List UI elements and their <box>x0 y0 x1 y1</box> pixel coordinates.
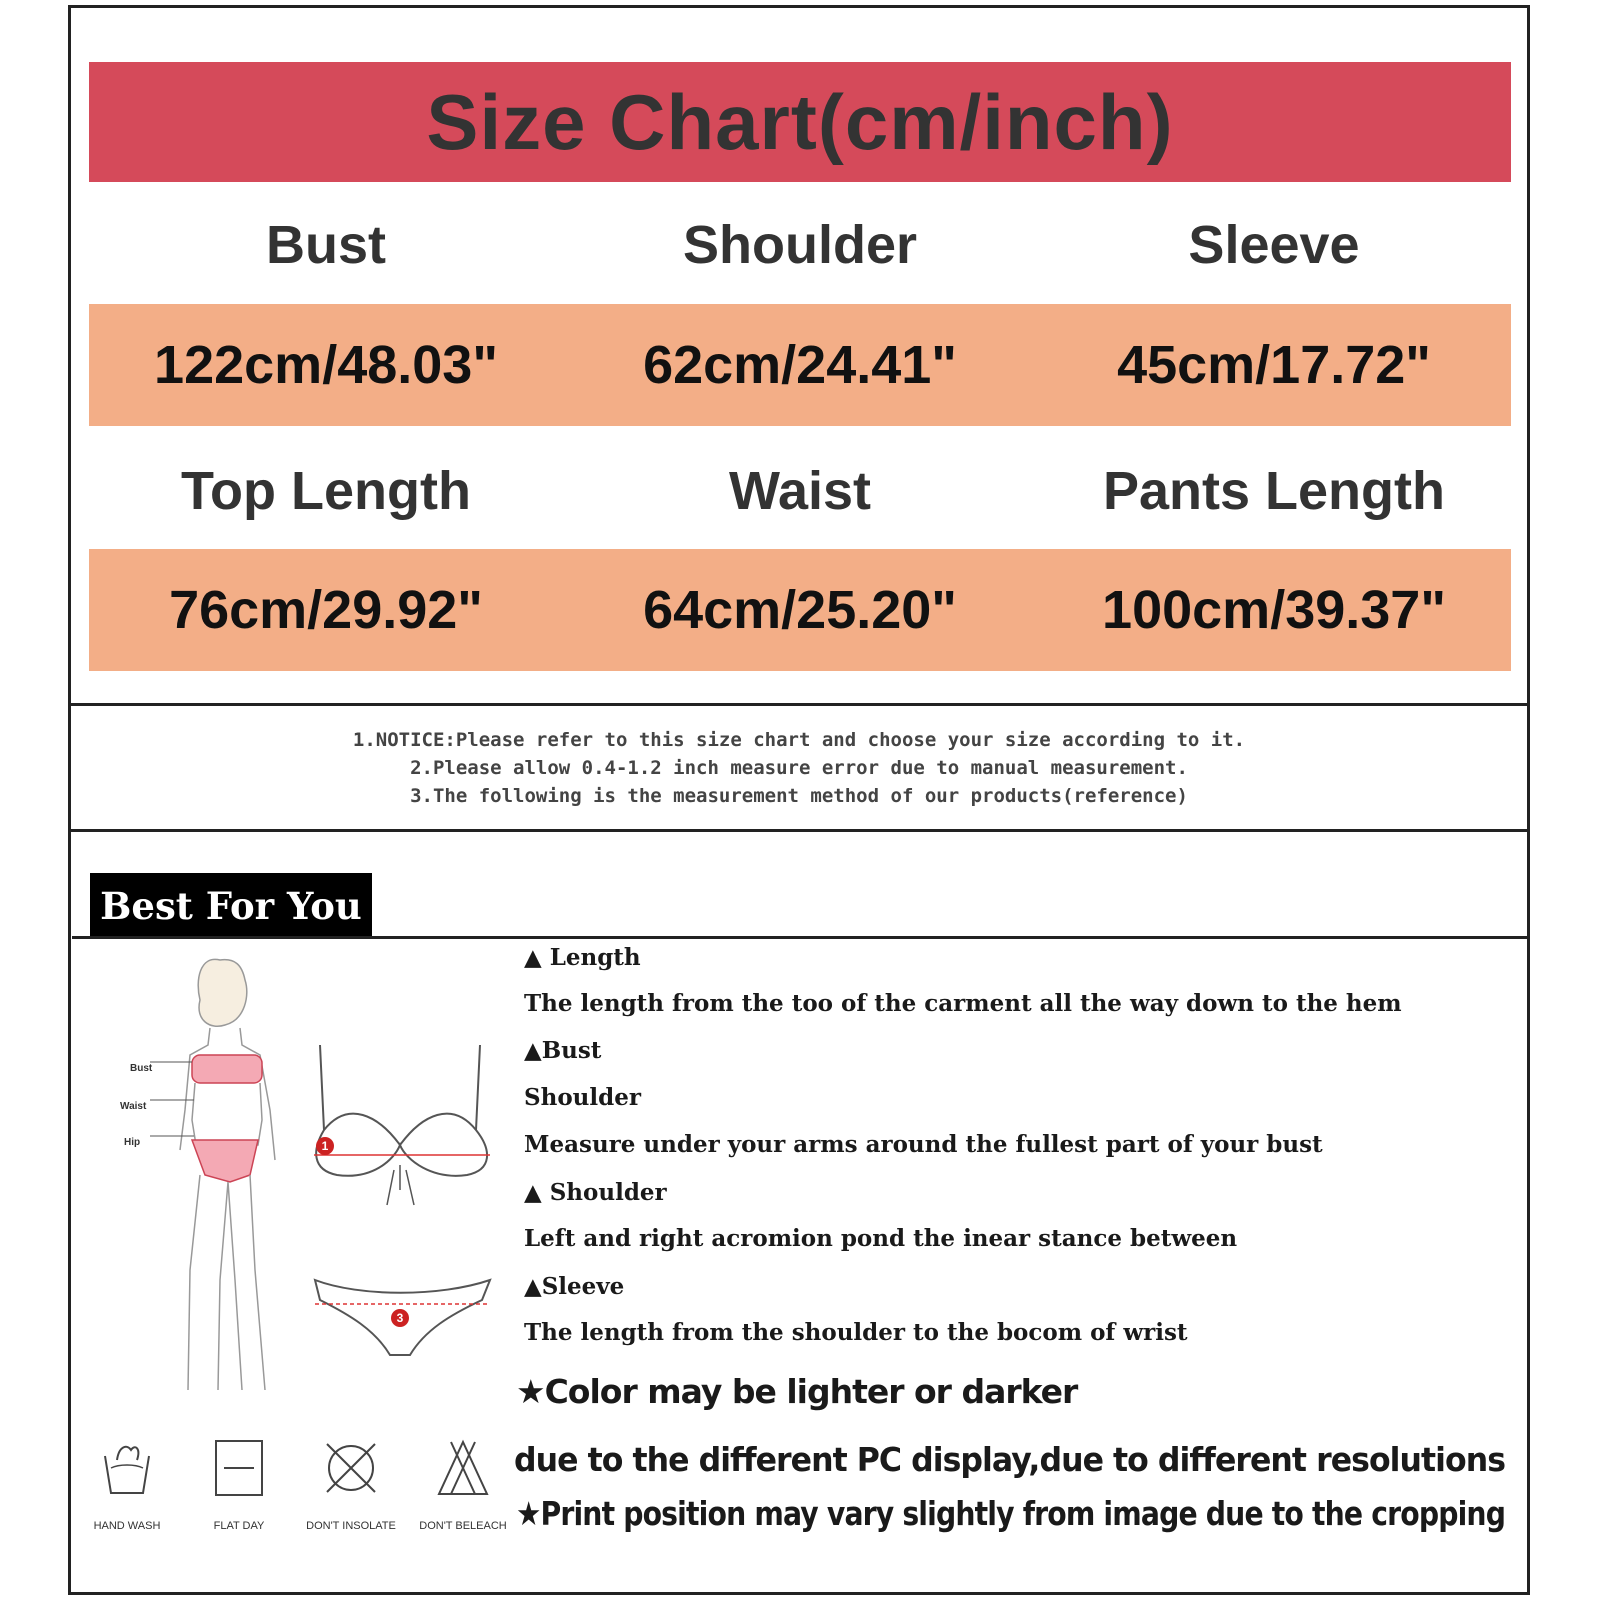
care-label-hand-wash: HAND WASH <box>93 1520 161 1532</box>
bra-sketch-illustration <box>302 1040 502 1210</box>
notice-line-1: 1.NOTICE:Please refer to this size chart and choose your size according to it. <box>352 729 1246 751</box>
figure-label-hip: Hip <box>124 1137 141 1148</box>
best-for-you-label: Best For You <box>90 873 372 939</box>
length-heading: ▲ Length <box>524 944 641 971</box>
bust-text: Measure under your arms around the fullest part of your bust <box>524 1131 1323 1158</box>
divider-bottom <box>68 829 1530 832</box>
model-figure-illustration <box>150 950 300 1410</box>
length-text: The length from the too of the carment all the way down to the hem <box>524 990 1402 1017</box>
value-waist: 64cm/25.20" <box>643 580 957 640</box>
flat-dry-icon <box>209 1438 269 1498</box>
bust-heading: ▲Bust <box>524 1037 602 1064</box>
care-do-not-insulate <box>301 1438 401 1532</box>
header-bust: Bust <box>266 215 386 275</box>
color-note-line-1: ★Color may be lighter or darker <box>516 1372 1078 1411</box>
notice-line-2: 2.Please allow 0.4-1.2 inch measure error due to manual measurement. <box>410 757 1188 779</box>
sleeve-heading: ▲Sleeve <box>524 1273 625 1300</box>
care-label-do-not-bleach: DON'T BELEACH <box>419 1520 507 1532</box>
care-hand-wash <box>77 1438 177 1532</box>
notice-block <box>68 726 1530 810</box>
header-pants-length: Pants Length <box>1102 461 1445 521</box>
value-pants-length: 100cm/39.37" <box>1102 580 1446 640</box>
size-chart-title-bar <box>89 62 1511 182</box>
color-note-line-2: due to the different PC display,due to different resolutions <box>514 1440 1506 1479</box>
shoulder-text: Left and right acromion pond the inear stance between <box>524 1225 1238 1252</box>
value-sleeve: 45cm/17.72" <box>1117 335 1431 395</box>
care-do-not-bleach <box>413 1438 513 1532</box>
hand-wash-icon <box>97 1438 157 1498</box>
page-title: Size Chart(cm/inch) <box>426 77 1174 166</box>
do-not-bleach-icon <box>433 1438 493 1498</box>
header-row-2 <box>89 436 1511 546</box>
marker-3-label: 3 <box>396 1311 404 1325</box>
figure-label-bust: Bust <box>130 1063 153 1074</box>
notice-line-3: 3.The following is the measurement method of our products(reference) <box>410 785 1188 807</box>
best-for-you-rule <box>72 936 1527 939</box>
divider-top <box>68 703 1530 706</box>
value-bust: 122cm/48.03" <box>154 335 498 395</box>
figure-label-waist: Waist <box>120 1101 147 1112</box>
value-row-1 <box>89 304 1511 426</box>
value-row-2 <box>89 549 1511 671</box>
header-waist: Waist <box>728 461 871 521</box>
header-shoulder: Shoulder <box>682 215 917 275</box>
value-top-length: 76cm/29.92" <box>169 580 483 640</box>
do-not-insulate-icon <box>321 1438 381 1498</box>
sleeve-text: The length from the shoulder to the bocom of wrist <box>524 1319 1188 1346</box>
care-flat-dry <box>189 1438 289 1532</box>
care-label-flat-dry: FLAT DAY <box>213 1520 265 1532</box>
care-label-do-not-insulate: DON'T INSOLATE <box>306 1520 396 1532</box>
value-shoulder: 62cm/24.41" <box>643 335 957 395</box>
header-row-1 <box>89 190 1511 300</box>
marker-1-label: 1 <box>321 1139 329 1153</box>
header-sleeve: Sleeve <box>1188 215 1360 275</box>
shoulder-heading: ▲ Shoulder <box>524 1179 667 1206</box>
shoulder-word: Shoulder <box>524 1084 641 1111</box>
color-note-line-3: ★Print position may vary slightly from image due to the cropping <box>516 1494 1506 1533</box>
header-top-length: Top Length <box>181 461 471 521</box>
